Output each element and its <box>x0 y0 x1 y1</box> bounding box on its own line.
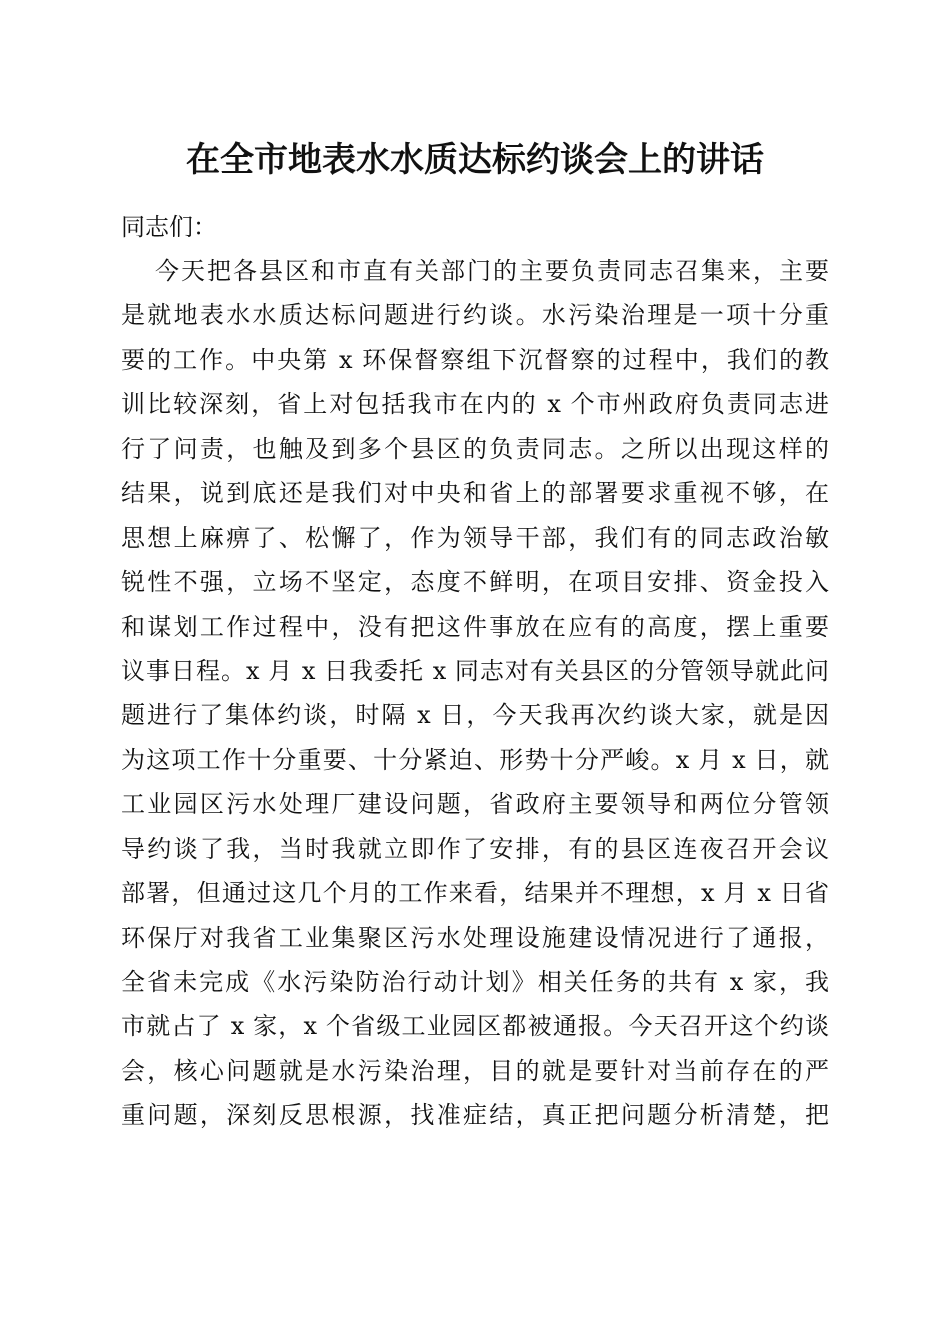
paragraph-line: 和谋划工作过程中，没有把这件事放在应有的高度，摆上重要 <box>121 612 829 641</box>
paragraph-line: 全省未完成《水污染防治行动计划》相关任务的共有 x 家，我 <box>121 968 829 996</box>
paragraph-line: 环保厅对我省工业集聚区污水处理设施建设情况进行了通报， <box>121 923 829 952</box>
document-title: 在全市地表水水质达标约谈会上的讲话 <box>186 140 764 180</box>
paragraph-line: 为这项工作十分重要、十分紧迫、形势十分严峻。x 月 x 日，就 <box>121 745 829 774</box>
paragraph-line: 要的工作。中央第 x 环保督察组下沉督察的过程中，我们的教 <box>121 345 829 374</box>
paragraph-line: 部署，但通过这几个月的工作来看，结果并不理想，x 月 x 日省 <box>121 879 829 908</box>
paragraph-line: 训比较深刻，省上对包括我市在内的 x 个市州政府负责同志进 <box>121 390 829 419</box>
paragraph-line: 会，核心问题就是水污染治理，目的就是要针对当前存在的严 <box>121 1056 829 1085</box>
paragraph-line: 市就占了 x 家，x 个省级工业园区都被通报。今天召开这个约谈 <box>121 1012 829 1041</box>
paragraph-line: 思想上麻痹了、松懈了，作为领导干部，我们有的同志政治敏 <box>121 523 829 552</box>
paragraph-line: 导约谈了我，当时我就立即作了安排，有的县区连夜召开会议 <box>121 834 829 863</box>
paragraph-line: 今天把各县区和市直有关部门的主要负责同志召集来，主要 <box>155 257 829 285</box>
paragraph-line: 锐性不强，立场不坚定，态度不鲜明，在项目安排、资金投入 <box>121 568 829 597</box>
speech-paragraph <box>121 249 829 1138</box>
paragraph-line: 重问题，深刻反思根源，找准症结，真正把问题分析清楚，把 <box>121 1101 829 1130</box>
paragraph-line: 是就地表水水质达标问题进行约谈。水污染治理是一项十分重 <box>121 301 829 330</box>
paragraph-line: 结果，说到底还是我们对中央和省上的部署要求重视不够，在 <box>121 479 829 508</box>
paragraph-line: 议事日程。x 月 x 日我委托 x 同志对有关县区的分管领导就此问 <box>121 656 829 685</box>
salutation: 同志们： <box>121 213 217 241</box>
paragraph-line: 工业园区污水处理厂建设问题，省政府主要领导和两位分管领 <box>121 790 829 819</box>
paragraph-line: 题进行了集体约谈，时隔 x 日，今天我再次约谈大家，就是因 <box>121 701 829 730</box>
paragraph-line: 行了问责，也触及到多个县区的负责同志。之所以出现这样的 <box>121 434 829 463</box>
